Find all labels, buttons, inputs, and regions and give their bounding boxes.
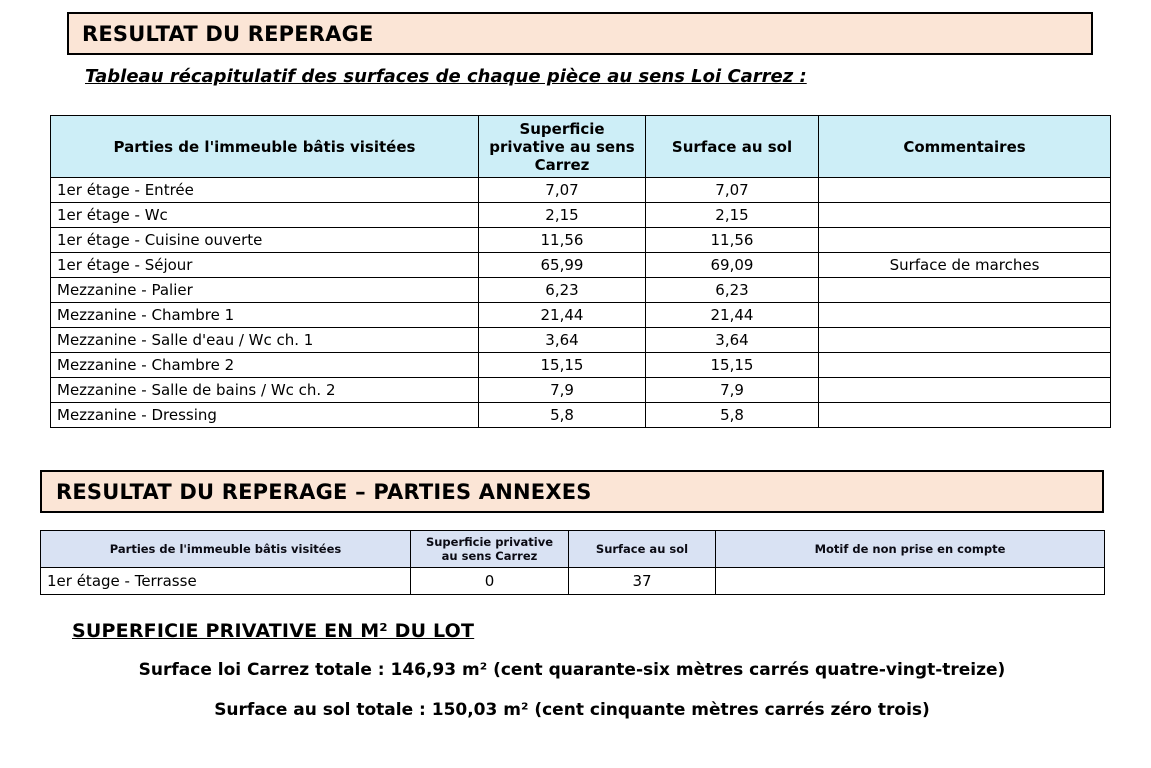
cell-value: 7,9 (646, 378, 819, 403)
cell-room-name: Mezzanine - Palier (51, 278, 479, 303)
column-header: Surface au sol (569, 531, 716, 568)
section-title: RESULTAT DU REPERAGE (82, 21, 374, 46)
table-row (51, 253, 1111, 278)
carrez-surfaces-table (50, 115, 1111, 428)
section-banner-parties-annexes (40, 470, 1104, 513)
carrez-table-subtitle: Tableau récapitulatif des surfaces de chaque pièce au sens Loi Carrez : (85, 66, 807, 87)
table-header-row (51, 116, 1111, 178)
table-row (51, 303, 1111, 328)
cell-room-name: 1er étage - Séjour (51, 253, 479, 278)
cell-value: 0 (411, 568, 569, 595)
cell-value: 7,07 (646, 178, 819, 203)
cell-value: 5,8 (646, 403, 819, 428)
table-row (51, 328, 1111, 353)
cell-room-name: Mezzanine - Dressing (51, 403, 479, 428)
cell-value: 21,44 (479, 303, 646, 328)
cell-value: 2,15 (479, 203, 646, 228)
cell-room-name: Mezzanine - Salle de bains / Wc ch. 2 (51, 378, 479, 403)
table-row (51, 203, 1111, 228)
table-row (51, 378, 1111, 403)
cell-value: 11,56 (479, 228, 646, 253)
cell-value (819, 403, 1111, 428)
cell-value: 6,23 (646, 278, 819, 303)
cell-value (819, 303, 1111, 328)
table-row (51, 178, 1111, 203)
cell-value: 37 (569, 568, 716, 595)
floor-total-line: Surface au sol totale : 150,03 m² (cent cinquante mètres carrés zéro trois) (214, 700, 930, 720)
superficie-privative-heading: SUPERFICIE PRIVATIVE EN M² DU LOT (72, 620, 475, 642)
table-row (51, 403, 1111, 428)
column-header: Superficie privative au sens Carrez (411, 531, 569, 568)
cell-value (819, 353, 1111, 378)
cell-value: 11,56 (646, 228, 819, 253)
cell-value (819, 278, 1111, 303)
table-row (51, 278, 1111, 303)
cell-value (819, 178, 1111, 203)
cell-room-name: Mezzanine - Salle d'eau / Wc ch. 1 (51, 328, 479, 353)
cell-value: 7,9 (479, 378, 646, 403)
cell-value: 6,23 (479, 278, 646, 303)
cell-room-name: 1er étage - Cuisine ouverte (51, 228, 479, 253)
column-header: Motif de non prise en compte (716, 531, 1105, 568)
column-header: Parties de l'immeuble bâtis visitées (41, 531, 411, 568)
section-title: RESULTAT DU REPERAGE – PARTIES ANNEXES (56, 479, 592, 504)
cell-room-name: Mezzanine - Chambre 1 (51, 303, 479, 328)
column-header: Parties de l'immeuble bâtis visitées (51, 116, 479, 178)
cell-value: 69,09 (646, 253, 819, 278)
cell-room-name: Mezzanine - Chambre 2 (51, 353, 479, 378)
cell-value (819, 228, 1111, 253)
cell-value: 3,64 (646, 328, 819, 353)
cell-value: 5,8 (479, 403, 646, 428)
column-header: Surface au sol (646, 116, 819, 178)
cell-value (716, 568, 1105, 595)
cell-room-name: 1er étage - Wc (51, 203, 479, 228)
cell-value: 21,44 (646, 303, 819, 328)
cell-room-name: 1er étage - Terrasse (41, 568, 411, 595)
table-row (51, 228, 1111, 253)
cell-value (819, 328, 1111, 353)
column-header: Superficie privative au sens Carrez (479, 116, 646, 178)
table-row (41, 568, 1105, 595)
column-header: Commentaires (819, 116, 1111, 178)
cell-value: Surface de marches (819, 253, 1111, 278)
cell-room-name: 1er étage - Entrée (51, 178, 479, 203)
cell-value: 65,99 (479, 253, 646, 278)
parties-annexes-table (40, 530, 1105, 595)
cell-value: 15,15 (479, 353, 646, 378)
cell-value: 15,15 (646, 353, 819, 378)
cell-value (819, 203, 1111, 228)
section-banner-reperage (67, 12, 1093, 55)
table-header-row (41, 531, 1105, 568)
cell-value: 3,64 (479, 328, 646, 353)
carrez-total-line: Surface loi Carrez totale : 146,93 m² (cent quarante-six mètres carrés quatre-vingt-treize) (138, 660, 1006, 680)
cell-value (819, 378, 1111, 403)
cell-value: 2,15 (646, 203, 819, 228)
cell-value: 7,07 (479, 178, 646, 203)
table-row (51, 353, 1111, 378)
